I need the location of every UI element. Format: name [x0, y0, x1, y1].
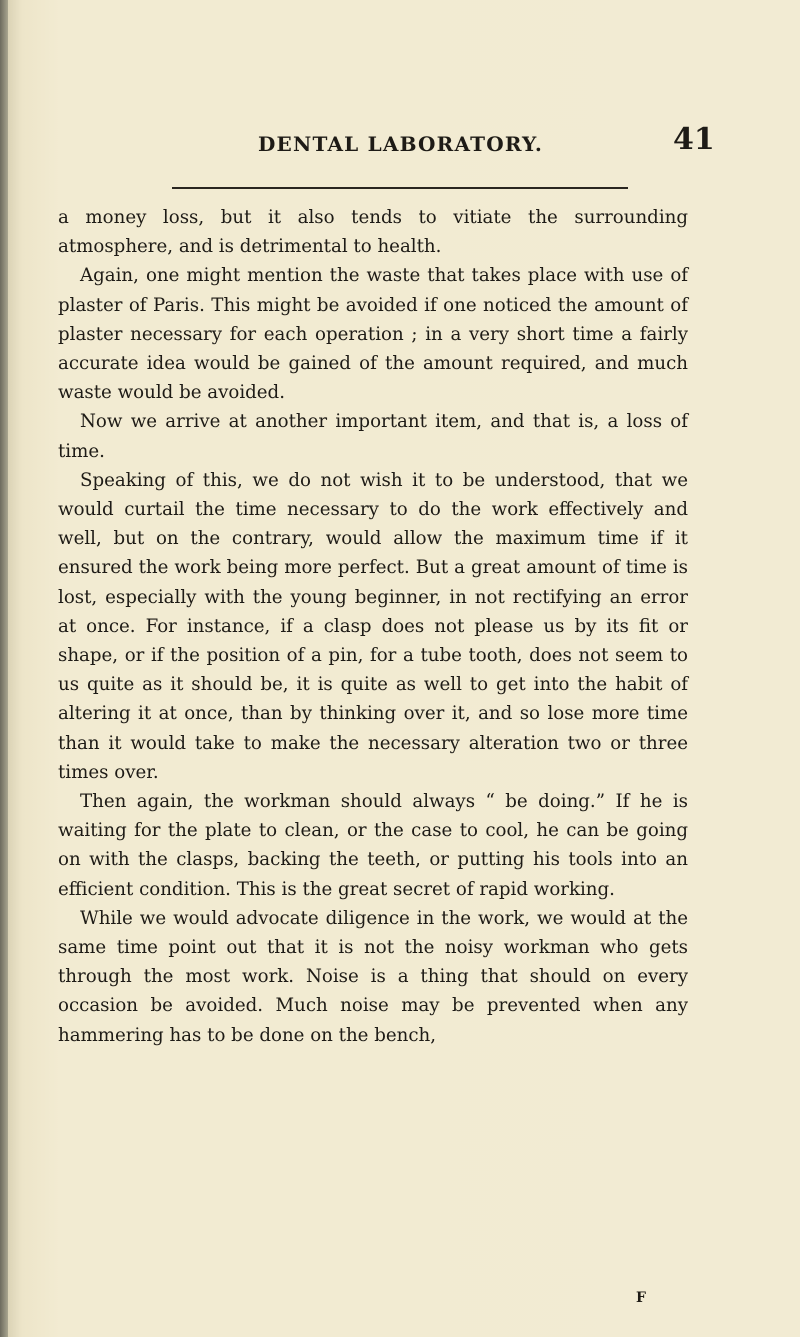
page-header — [0, 122, 800, 162]
running-head: DENTAL LABORATORY. — [258, 132, 544, 156]
paragraph: While we would advocate diligence in the work, we would at the same time point out that it is not the noisy workman who gets through the most work. Noise is a thing that should on every occasion be avoided. Much noise may be prevented when any hammering has to be done on the bench, — [58, 907, 688, 1046]
binding-edge — [0, 0, 8, 1337]
header-rule — [172, 187, 628, 189]
paragraph: Then again, the workman should always “ be doing.” If he is waiting for the plate to clean, or the case to cool, he can be going on with the clasps, backing the teeth, or putting his tools into an efficient condition. This is the great secret of rapid working. — [58, 791, 688, 900]
page-number: 41 — [673, 122, 715, 157]
paragraph: Speaking of this, we do not wish it to be understood, that we would curtail the time necessary to do the work effectively and well, but on the contrary, would allow the maximum time if it ensured the work being more perfect. But a great amount of time is lost, especially with the young beginner, in not rectifying an error at once. For instance, if a clasp does not please us by its fit or shape, or if the position of a pin, for a tube tooth, does not seem to us quite as it should be, it is quite as well to get into the habit of altering it at once, than by thinking over it, and so lose more time than it would take to make the necessary alteration two or three times over. — [58, 469, 688, 783]
body-text — [58, 203, 688, 1050]
paragraph: a money loss, but it also tends to vitiate the surrounding atmosphere, and is detrimental to health. — [58, 207, 688, 258]
signature-mark: F — [636, 1290, 646, 1306]
paragraph: Again, one might mention the waste that takes place with use of plaster of Paris. This might be avoided if one noticed the amount of plaster necessary for each operation ; in a very short time a fairly accurate idea would be gained of the amount required, and much waste would be avoided. — [58, 265, 688, 404]
paragraph: Now we arrive at another important item, and that is, a loss of time. — [58, 411, 688, 462]
